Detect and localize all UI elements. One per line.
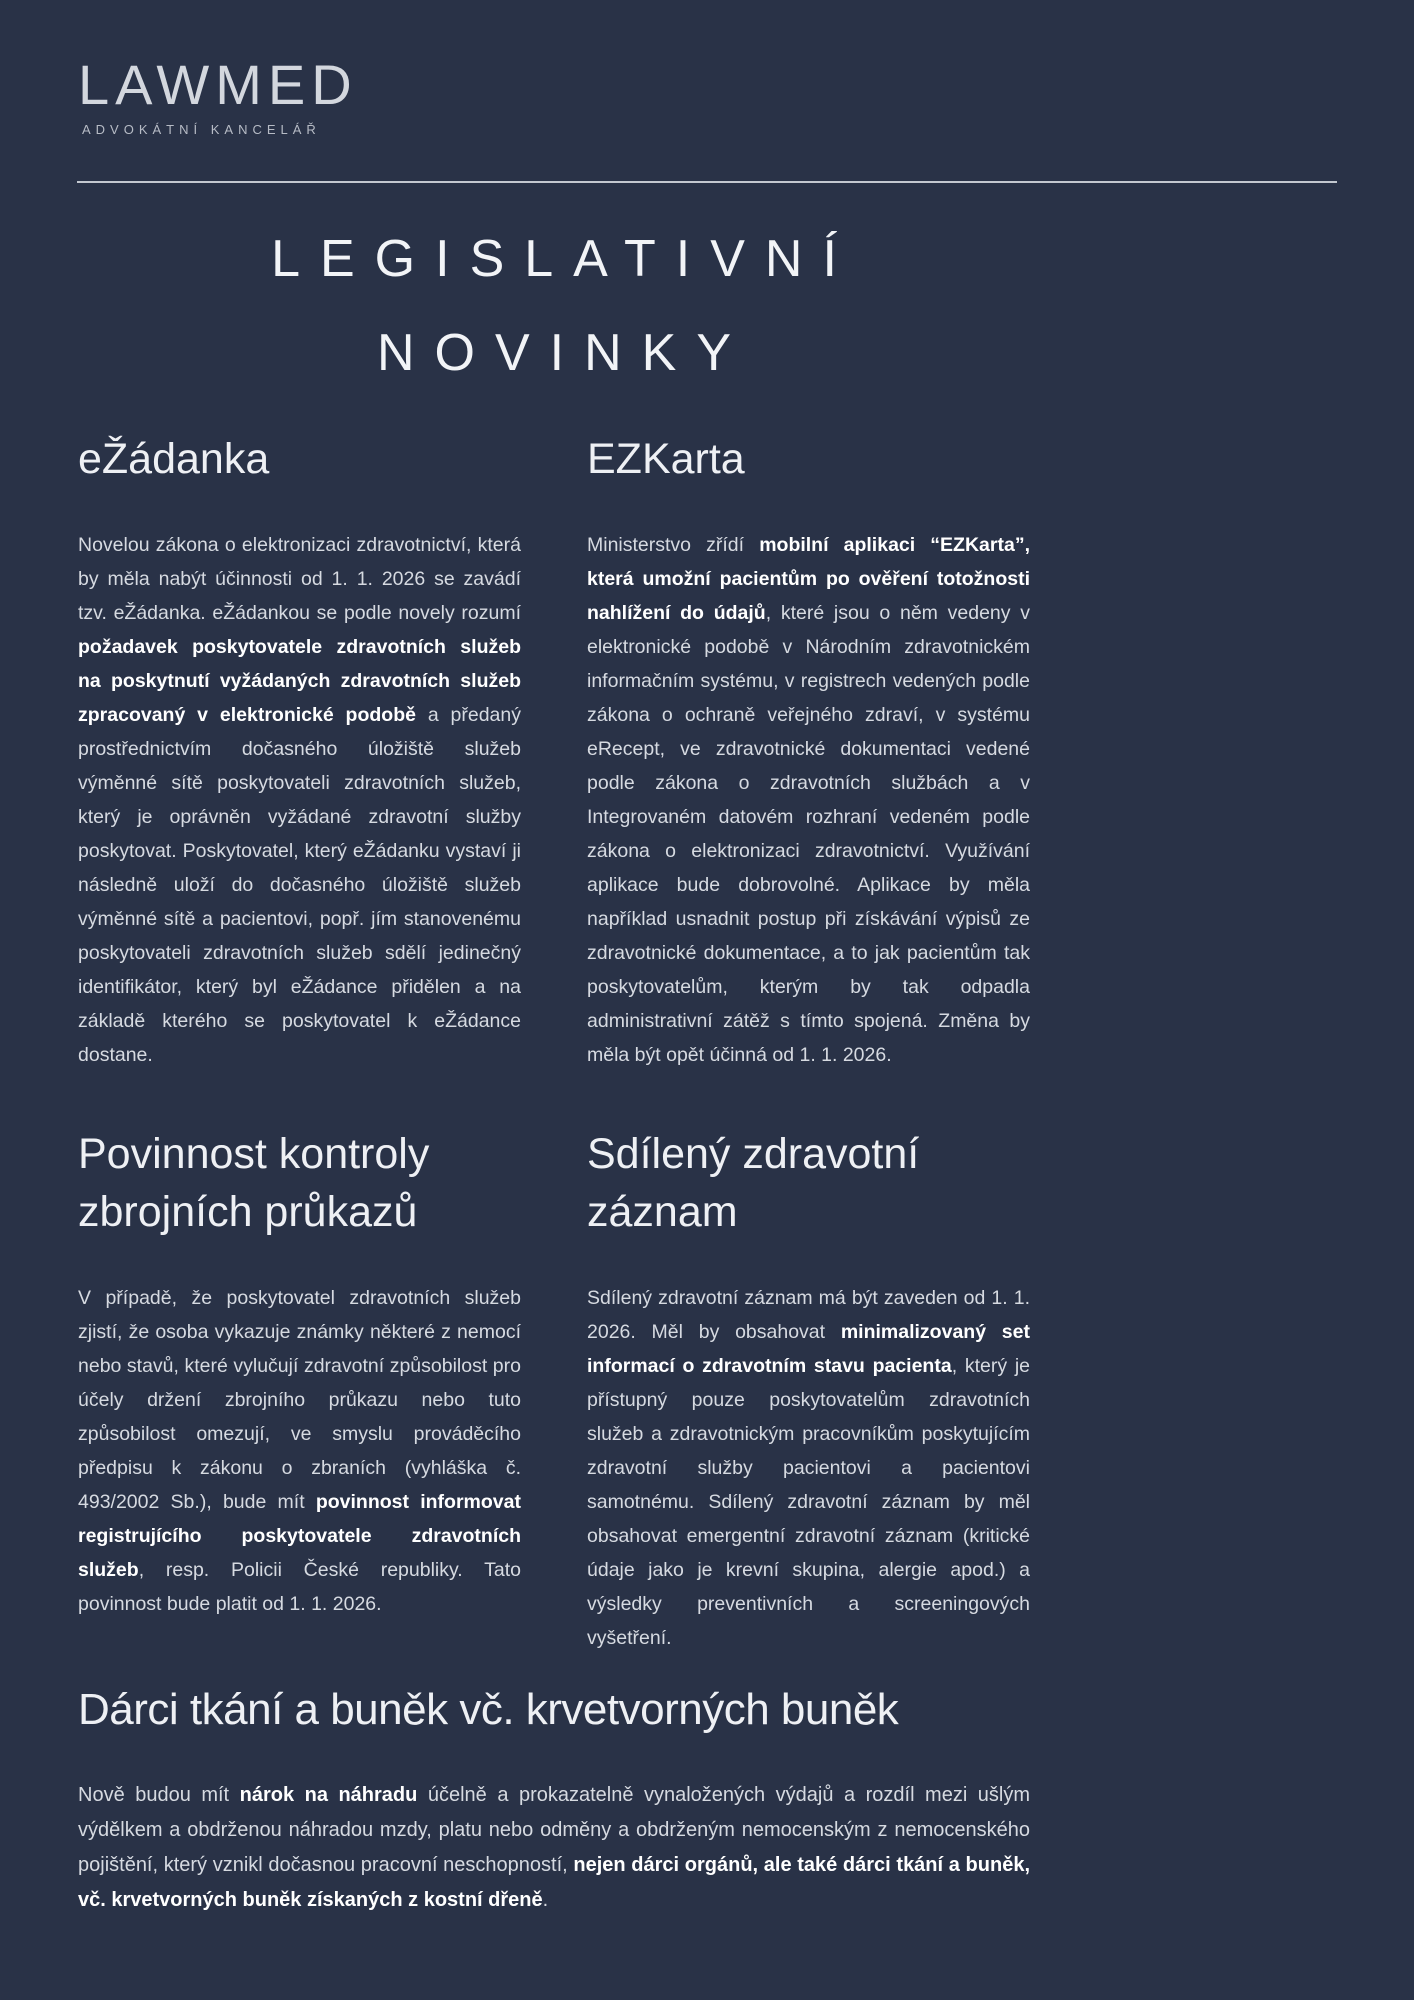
lawmed-logo [78,53,358,137]
logo-subtitle: ADVOKÁTNÍ KANCELÁŘ [82,122,321,137]
article-heading-ezadanka: eŽádanka [78,435,270,483]
page-title-line1: LEGISLATIVNÍ [271,230,857,288]
article-darci [78,1682,1030,1918]
articles-row-2 [78,1125,1030,1655]
article-sdileny-zaznam [587,1125,1030,1655]
article-heading-darci: Dárci tkání a buněk vč. krvetvorných buněk [78,1685,899,1734]
page-title [78,212,1030,400]
page-title-line2: NOVINKY [376,324,752,382]
article-heading-ezkarta: EZKarta [587,435,745,483]
article-body-darci: Nově budou mít nárok na náhradu účelně a prokazatelně vynaložených výdajů a rozdíl mezi ušlým výdělkem a obdrženou náhradou mzdy, platu nebo odměny a obdrženým nemocenským z nemocenského pojištění, který vznikl dočasnou pracovní neschopností, nejen dárci orgánů, ale také dárci tkání a buněk, vč. krvetvorných buněk získaných z kostní dřeně. [78,1784,1031,1911]
article-heading-sdileny-zaznam: Sdílený zdravotní záznam [587,1130,920,1236]
articles-row-1 [78,430,1030,1072]
article-body-sdileny-zaznam: Sdílený zdravotní záznam má být zaveden od 1. 1. 2026. Měl by obsahovat minimalizovaný set informací o zdravotním stavu pacienta, který je přístupný pouze poskytovatelům zdravotních služeb a zdravotnickým pracovníkům poskytujícím zdravotní služby pacientovi a pacientovi samotnému. Sdílený zdravotní záznam by měl obsahovat emergentní zdravotní záznam (kritické údaje jako je krevní skupina, alergie apod.) a výsledky preventivních a screeningových vyšetření. [587,1287,1031,1649]
article-heading-zbrojni-prukazy: Povinnost kontroly zbrojních průkazů [78,1130,430,1236]
header-divider [77,181,1337,183]
article-zbrojni-prukazy [78,1125,521,1655]
article-ezadanka [78,430,521,1072]
article-body-zbrojni-prukazy: V případě, že poskytovatel zdravotních služeb zjistí, že osoba vykazuje známky některé z nemocí nebo stavů, které vylučují zdravotní způsobilost pro účely držení zbrojního průkazu nebo tuto způsobilost omezují, ve smyslu prováděcího předpisu k zákonu o zbraních (vyhláška č. 493/2002 Sb.), bude mít povinnost informovat registrujícího poskytovatele zdravotních služeb, resp. Policii České republiky. Tato povinnost bude platit od 1. 1. 2026. [78,1287,521,1615]
article-body-ezkarta: Ministerstvo zřídí mobilní aplikaci “EZKarta”, která umožní pacientům po ověření totožnosti nahlížení do údajů, které jsou o něm vedeny v elektronické podobě v Národním zdravotnickém informačním systému, v registrech vedených podle zákona o ochraně veřejného zdraví, v systému eRecept, ve zdravotnické dokumentaci vedené podle zákona o zdravotních službách a v Integrovaném datovém rozhraní vedeném podle zákona o elektronizaci zdravotnictví. Využívání aplikace bude dobrovolné. Aplikace by měla například usnadnit postup při získávání výpisů ze zdravotnické dokumentace, a to jak pacientům tak poskytovatelům, kterým by tak odpadla administrativní zátěž s tímto spojená. Změna by měla být opět účinná od 1. 1. 2026. [587,534,1030,1066]
article-ezkarta [587,430,1030,1072]
article-body-ezadanka: Novelou zákona o elektronizaci zdravotnictví, která by měla nabýt účinnosti od 1. 1. 2026 se zavádí tzv. eŽádanka. eŽádankou se podle novely rozumí požadavek poskytovatele zdravotních služeb na poskytnutí vyžádaných zdravotních služeb zpracovaný v elektronické podobě a předaný prostřednictvím dočasného úložiště služeb výměnné sítě poskytovateli zdravotních služeb, který je oprávněn vyžádané zdravotní služby poskytovat. Poskytovatel, který eŽádanku vystaví ji následně uloží do dočasného úložiště služeb výměnné sítě a pacientovi, popř. jím stanovenému poskytovateli zdravotních služeb sdělí jedinečný identifikátor, který byl eŽádance přidělen a na základě kterého se poskytovatel k eŽádance dostane. [78,534,521,1066]
logo-wordmark: LAWMED [78,53,358,116]
